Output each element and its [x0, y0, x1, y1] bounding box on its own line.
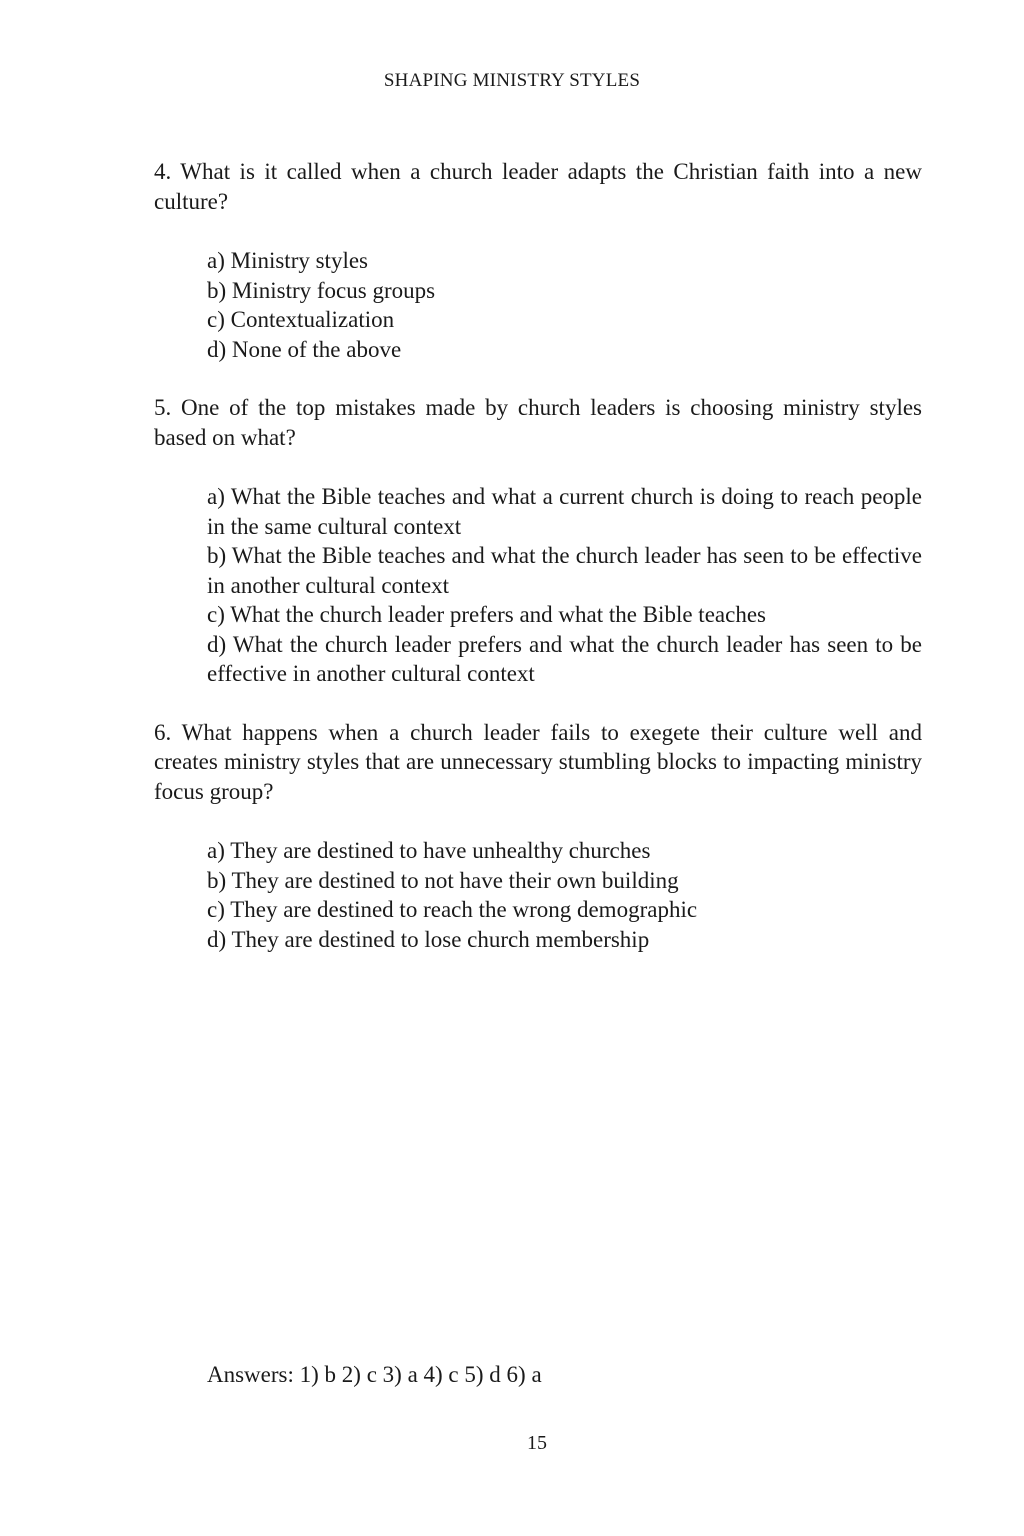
option-item: d) What the church leader prefers and what the church leader has seen to be effective in another cultural context	[207, 631, 922, 686]
question-6: 6. What happens when a church leader fails to exegete their culture well and creates ministry styles that are unnecessary stumbling blocks to impacting ministry focus group?	[154, 719, 922, 804]
option-item: d) They are destined to lose church membership	[207, 926, 650, 952]
question-5: 5. One of the top mistakes made by church leaders is choosing ministry styles based on what?	[154, 395, 922, 450]
option-item: c) What the church leader prefers and what the Bible teaches	[207, 602, 766, 627]
option-item: b) Ministry focus groups	[207, 277, 436, 303]
option-item: d) None of the above	[207, 336, 402, 362]
option-item: a) What the Bible teaches and what a current church is doing to reach people in the same cultural context	[207, 484, 922, 539]
question-4-options	[207, 246, 922, 364]
quiz-body	[154, 157, 922, 983]
question-4: 4. What is it called when a church leader adapts the Christian faith into a new culture?	[154, 159, 922, 214]
running-head: SHAPING MINISTRY STYLES	[383, 70, 641, 91]
question-6-options	[207, 836, 922, 954]
option-item: b) What the Bible teaches and what the church leader has seen to be effective in another cultural context	[207, 543, 922, 598]
option-item: a) They are destined to have unhealthy churches	[207, 838, 651, 863]
option-item: a) Ministry styles	[207, 248, 368, 273]
option-item: c) Contextualization	[207, 307, 395, 332]
option-item: b) They are destined to not have their own building	[207, 867, 679, 893]
page-number: 15	[527, 1432, 547, 1454]
option-item: c) They are destined to reach the wrong demographic	[207, 897, 698, 922]
answer-key: Answers: 1) b 2) c 3) a 4) c 5) d 6) a	[207, 1362, 542, 1387]
question-5-options	[207, 482, 922, 689]
